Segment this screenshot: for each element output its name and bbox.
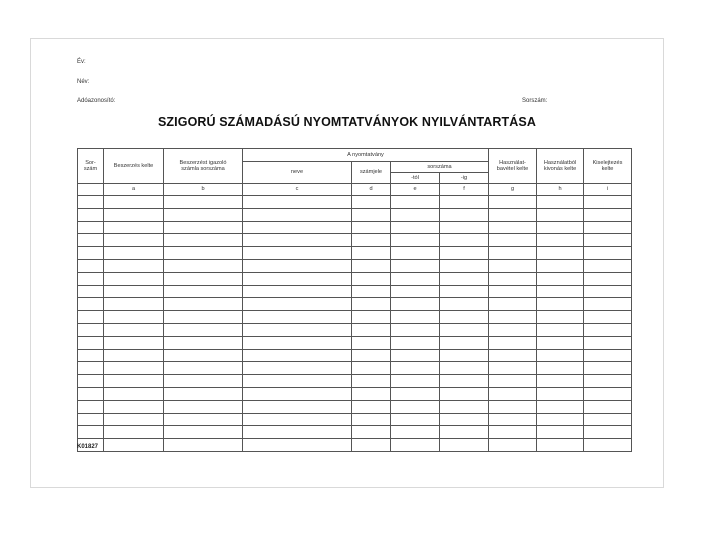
table-cell[interactable] [489,298,537,311]
table-cell[interactable] [489,247,537,260]
table-cell[interactable] [537,285,584,298]
table-cell[interactable] [537,247,584,260]
field-nev-label: Név: [77,79,90,85]
table-cell[interactable] [489,311,537,324]
table-cell[interactable] [489,221,537,234]
table-cell[interactable] [78,196,104,209]
table-row [78,362,632,375]
field-ev-label: Év: [77,59,86,65]
table-cell[interactable] [104,196,164,209]
table-cell[interactable] [440,426,489,439]
form-code: K01827 [77,444,99,450]
table-cell[interactable] [440,234,489,247]
table-cell[interactable] [243,413,352,426]
table-cell[interactable] [537,259,584,272]
table-cell[interactable] [440,323,489,336]
table-cell[interactable] [352,362,391,375]
table-cell[interactable] [352,196,391,209]
table-cell[interactable] [584,439,632,452]
table-cell[interactable] [243,400,352,413]
table-cell[interactable] [489,272,537,285]
table-cell[interactable] [164,221,243,234]
table-cell[interactable] [352,349,391,362]
table-cell[interactable] [78,323,104,336]
table-cell[interactable] [391,234,440,247]
table-cell[interactable] [489,349,537,362]
table-cell[interactable] [243,196,352,209]
table-cell[interactable] [243,336,352,349]
table-cell[interactable] [391,426,440,439]
table-cell[interactable] [391,247,440,260]
table-cell[interactable] [489,208,537,221]
letter-cell-d: d [352,184,391,196]
letter-cell-c: c [243,184,352,196]
table-cell[interactable] [104,362,164,375]
table-cell[interactable] [104,336,164,349]
table-cell[interactable] [391,400,440,413]
table-row [78,336,632,349]
table-cell[interactable] [78,349,104,362]
table-cell[interactable] [584,221,632,234]
table-cell[interactable] [243,426,352,439]
table-cell[interactable] [584,298,632,311]
table-cell[interactable] [164,247,243,260]
table-cell[interactable] [243,298,352,311]
table-cell[interactable] [537,336,584,349]
table-cell[interactable] [584,259,632,272]
table-cell[interactable] [489,234,537,247]
table-cell[interactable] [391,362,440,375]
table-cell[interactable] [440,413,489,426]
table-cell[interactable] [104,285,164,298]
table-cell[interactable] [489,336,537,349]
table-cell[interactable] [391,413,440,426]
table-cell[interactable] [164,285,243,298]
table-cell[interactable] [352,298,391,311]
table-cell[interactable] [164,311,243,324]
table-row [78,349,632,362]
table-cell[interactable] [584,196,632,209]
table-cell[interactable] [104,298,164,311]
table-cell[interactable] [537,439,584,452]
form-sheet [30,38,664,488]
table-cell[interactable] [104,426,164,439]
table-cell[interactable] [352,221,391,234]
table-cell[interactable] [391,323,440,336]
table-row [78,196,632,209]
table-cell[interactable] [104,311,164,324]
table-cell[interactable] [537,196,584,209]
table-cell[interactable] [243,387,352,400]
table-cell[interactable] [164,272,243,285]
table-cell[interactable] [537,387,584,400]
table-cell[interactable] [584,387,632,400]
letter-cell-empty [78,184,104,196]
table-cell[interactable] [352,387,391,400]
table-cell[interactable] [78,259,104,272]
table-cell[interactable] [104,413,164,426]
table-row [78,413,632,426]
table-cell[interactable] [78,387,104,400]
table-cell[interactable] [391,259,440,272]
table-cell[interactable] [352,208,391,221]
table-cell[interactable] [352,247,391,260]
table-cell[interactable] [78,311,104,324]
table-cell[interactable] [78,375,104,388]
table-cell[interactable] [537,208,584,221]
table-cell[interactable] [584,323,632,336]
table-cell[interactable] [584,400,632,413]
header-szamjele: számjele [352,162,391,184]
table-cell[interactable] [164,439,243,452]
table-cell[interactable] [164,234,243,247]
table-cell[interactable] [104,439,164,452]
table-cell[interactable] [489,323,537,336]
table-cell[interactable] [243,439,352,452]
table-cell[interactable] [78,400,104,413]
table-row [78,426,632,439]
header-hasznalatbavetel: Használat- bavétel kelte [489,149,537,184]
table-cell[interactable] [243,208,352,221]
table-cell[interactable] [104,234,164,247]
table-cell[interactable] [489,426,537,439]
table-cell[interactable] [164,413,243,426]
table-cell[interactable] [78,272,104,285]
table-cell[interactable] [584,336,632,349]
table-cell[interactable] [440,362,489,375]
table-cell[interactable] [440,208,489,221]
table-row [78,375,632,388]
table-cell[interactable] [391,349,440,362]
table-cell[interactable] [440,285,489,298]
table-row [78,234,632,247]
table-cell[interactable] [164,426,243,439]
header-ig: -ig [440,173,489,184]
table-cell[interactable] [104,387,164,400]
letter-cell-b: b [164,184,243,196]
header-hasznalatbol: Használatból kivonás kelte [537,149,584,184]
table-row [78,221,632,234]
table-cell[interactable] [164,349,243,362]
header-selejtezes: Kiselejtezés kelte [584,149,632,184]
header-sorszama: sorszáma [391,162,489,173]
field-adoazonosito-label: Adóazonosító: [77,98,116,104]
table-cell[interactable] [164,387,243,400]
table-cell[interactable] [243,349,352,362]
header-neve: neve [243,162,352,184]
table-cell[interactable] [243,323,352,336]
table-cell[interactable] [104,208,164,221]
table-cell[interactable] [584,413,632,426]
form-title: SZIGORÚ SZÁMADÁSÚ NYOMTATVÁNYOK NYILVÁNTARTÁSA [158,115,536,129]
table-cell[interactable] [440,196,489,209]
table-cell[interactable] [537,400,584,413]
table-cell[interactable] [243,234,352,247]
table-cell[interactable] [104,375,164,388]
table-cell[interactable] [440,400,489,413]
letter-cell-i: i [584,184,632,196]
letter-cell-a: a [104,184,164,196]
table-cell[interactable] [489,400,537,413]
register-table [77,148,632,452]
table-cell[interactable] [440,375,489,388]
table-cell[interactable] [537,323,584,336]
table-cell[interactable] [537,375,584,388]
table-cell[interactable] [440,298,489,311]
letter-cell-g: g [489,184,537,196]
table-cell[interactable] [440,387,489,400]
table-cell[interactable] [164,196,243,209]
table-cell[interactable] [537,298,584,311]
table-row [78,298,632,311]
table-cell[interactable] [440,247,489,260]
table-cell[interactable] [164,362,243,375]
table-cell[interactable] [584,311,632,324]
header-a-nyomtatvany: A nyomtatvány [243,149,489,162]
letter-cell-f: f [440,184,489,196]
table-cell[interactable] [243,311,352,324]
table-cell[interactable] [440,311,489,324]
table-cell[interactable] [391,375,440,388]
table-row [78,285,632,298]
letter-cell-h: h [537,184,584,196]
table-cell[interactable] [243,259,352,272]
table-cell[interactable] [78,247,104,260]
table-cell[interactable] [78,336,104,349]
table-cell[interactable] [489,375,537,388]
table-cell[interactable] [243,221,352,234]
table-cell[interactable] [537,221,584,234]
table-cell[interactable] [78,234,104,247]
table-cell[interactable] [104,400,164,413]
table-cell[interactable] [104,323,164,336]
table-row [78,439,632,452]
table-body [78,196,632,452]
table-cell[interactable] [352,234,391,247]
table-cell[interactable] [164,336,243,349]
table-cell[interactable] [352,375,391,388]
table-cell[interactable] [104,272,164,285]
table-cell[interactable] [537,311,584,324]
field-sorszam-label: Sorszám: [522,98,548,104]
table-cell[interactable] [352,400,391,413]
table-cell[interactable] [584,285,632,298]
table-cell[interactable] [489,387,537,400]
table-cell[interactable] [537,362,584,375]
table-cell[interactable] [584,426,632,439]
table-cell[interactable] [352,285,391,298]
header-tol: -tól [391,173,440,184]
header-sorszam: Sor- szám [78,149,104,184]
table-cell[interactable] [584,208,632,221]
table-cell[interactable] [584,234,632,247]
table-cell[interactable] [391,208,440,221]
table-cell[interactable] [440,349,489,362]
table-cell[interactable] [391,336,440,349]
table-cell[interactable] [489,439,537,452]
table-cell[interactable] [440,439,489,452]
table-cell[interactable] [352,272,391,285]
table-cell[interactable] [391,221,440,234]
table-cell[interactable] [104,259,164,272]
table-row [78,323,632,336]
table-cell[interactable] [243,272,352,285]
table-cell[interactable] [164,208,243,221]
table-cell[interactable] [584,362,632,375]
table-cell[interactable] [243,285,352,298]
letter-cell-e: e [391,184,440,196]
table-cell[interactable] [78,362,104,375]
table-cell[interactable] [584,375,632,388]
table-cell[interactable] [489,196,537,209]
table-cell[interactable] [391,285,440,298]
table-cell[interactable] [391,311,440,324]
table-cell[interactable] [104,247,164,260]
table-cell[interactable] [164,323,243,336]
table-cell[interactable] [243,375,352,388]
table-row [78,311,632,324]
table-cell[interactable] [489,259,537,272]
column-letter-row [78,184,632,196]
table-cell[interactable] [164,259,243,272]
table-cell[interactable] [78,208,104,221]
header-beszerzest-igazolo: Beszerzést igazoló számla sorszáma [164,149,243,184]
table-cell[interactable] [78,426,104,439]
table-cell[interactable] [584,349,632,362]
table-cell[interactable] [537,272,584,285]
table-cell[interactable] [440,272,489,285]
table-cell[interactable] [391,272,440,285]
table-cell[interactable] [352,311,391,324]
table-cell[interactable] [489,285,537,298]
table-cell[interactable] [440,221,489,234]
table-row [78,272,632,285]
table-cell[interactable] [537,413,584,426]
table-cell[interactable] [164,375,243,388]
table-cell[interactable] [104,221,164,234]
table-cell[interactable] [78,298,104,311]
table-cell[interactable] [104,349,164,362]
table-cell[interactable] [352,323,391,336]
table-cell[interactable] [584,247,632,260]
table-cell[interactable] [584,272,632,285]
table-cell[interactable] [537,426,584,439]
table-cell[interactable] [440,336,489,349]
table-cell[interactable] [352,439,391,452]
table-cell[interactable] [440,259,489,272]
table-cell[interactable] [391,298,440,311]
table-cell[interactable] [391,196,440,209]
table-cell[interactable] [391,439,440,452]
table-cell[interactable] [489,413,537,426]
table-cell[interactable] [78,221,104,234]
table-cell[interactable] [352,426,391,439]
table-cell[interactable] [243,247,352,260]
table-cell[interactable] [78,413,104,426]
table-row [78,259,632,272]
table-row [78,400,632,413]
table-cell[interactable] [391,387,440,400]
table-cell[interactable] [352,336,391,349]
table-cell[interactable] [352,259,391,272]
table-cell[interactable] [164,400,243,413]
table-cell[interactable] [78,285,104,298]
table-row [78,208,632,221]
table-row [78,387,632,400]
table-cell[interactable] [352,413,391,426]
table-cell[interactable] [537,349,584,362]
header-beszerzes-kelte: Beszerzés kelte [104,149,164,184]
table-cell[interactable] [164,298,243,311]
table-cell[interactable] [243,362,352,375]
table-cell[interactable] [537,234,584,247]
table-cell[interactable] [489,362,537,375]
table-row [78,247,632,260]
